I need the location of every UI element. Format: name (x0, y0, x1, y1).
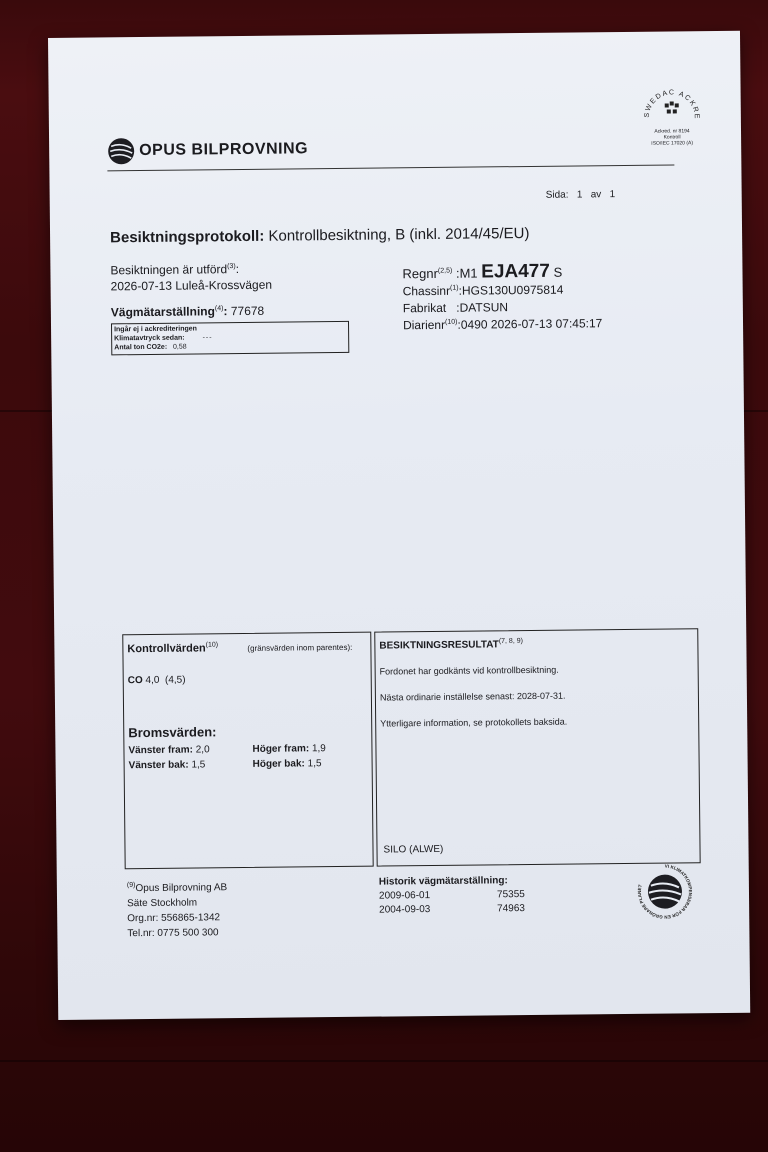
regnr-suffix: S (553, 264, 563, 280)
inspection-protocol-document (48, 31, 750, 1020)
climate-logo-text: VI KLIMATKOMPENSERAR FÖR EN GRÖNARE PLANET (636, 863, 693, 920)
page-of: av (590, 189, 602, 201)
chassi-label: Chassinr (402, 283, 451, 299)
page-label: Sida: (545, 189, 569, 201)
page-indicator (546, 189, 616, 201)
history-date-1: 2009-06-01 (378, 890, 431, 902)
page-current: 1 (576, 189, 583, 201)
inspector-signature: SILO (ALWE) (383, 843, 444, 856)
diary-label: Diarienr (402, 317, 446, 333)
header-divider (107, 164, 674, 171)
history-date-2: 2004-09-03 (379, 904, 431, 916)
odometer-label: Vägmätarställning (110, 304, 215, 320)
regnr-value: EJA477 (481, 260, 551, 283)
page-total: 1 (609, 189, 616, 201)
climate-line2-value: --- (202, 334, 213, 342)
history-value-1: 75355 (496, 889, 525, 901)
swedac-detail-1: Ackred. nr 8194 (654, 128, 690, 135)
left-front-brake: Vänster fram: 2,0 (128, 744, 210, 757)
climate-line1: Ingår ej i ackrediteringen (114, 325, 197, 334)
diary-row: Diarienr$^{(10)}$:0490 2026-07-13 07:45:17 (402, 316, 603, 333)
climate-line2-label: Klimatavtryck sedan: (114, 334, 185, 343)
make-value: :DATSUN (456, 300, 509, 315)
footer-orgnr: Org.nr: 556865-1342 (127, 912, 221, 925)
brakes-heading: Bromsvärden: (128, 724, 217, 741)
regnr-label: Regnr (402, 265, 438, 282)
inspection-result-panel (374, 628, 700, 866)
climate-line3-label: Antal ton CO2e: (114, 343, 168, 352)
climate-compensation-logo (637, 863, 694, 920)
odometer: Vägmätarställning$^{(4)}$: 77678 (110, 303, 265, 320)
limits-note: (gränsvärden inom parentes): (247, 642, 353, 653)
result-line2: Nästa ordinarie inställelse senast: 2028-07-31. (379, 690, 566, 703)
climate-line3-value: 0,58 (172, 343, 187, 351)
co-label: CO (127, 675, 143, 687)
right-front-brake: Höger fram: 1,9 (252, 743, 326, 755)
footer-seat: Säte Stockholm (127, 897, 198, 910)
swedac-ring-text: SWEDAC ACKREDITERING (643, 89, 700, 120)
document-title (110, 225, 529, 246)
footer-company: $^{(9)}$Opus Bilprovning AB (126, 881, 228, 895)
regnr-row: Regnr$^{(2,5)}$ :M1 EJA477 S (402, 260, 563, 283)
result-line3: Ytterligare information, se protokollets baksida. (380, 716, 568, 729)
make-row (403, 300, 508, 315)
title-bold: Besiktningsprotokoll: (110, 227, 265, 247)
result-heading: BESIKTNINGSRESULTAT$^{(7, 8, 9)}$ (379, 637, 523, 652)
climate-info-box (111, 321, 349, 355)
performed-value: 2026-07-13 Luleå-Krossvägen (110, 277, 273, 294)
title-rest: Kontrollbesiktning, B (inkl. 2014/45/EU) (268, 224, 530, 245)
right-rear-brake: Höger bak: 1,5 (252, 758, 322, 770)
opus-globe-icon (107, 137, 135, 165)
company-logo-text: OPUS BILPROVNING (139, 140, 309, 160)
footer-tel: Tel.nr: 0775 500 300 (127, 927, 219, 940)
history-heading: Historik vägmätarställning: (378, 875, 508, 888)
control-values-heading: Kontrollvärden$^{(10)}$ (127, 641, 219, 656)
swedac-detail-2: Kontroll (663, 134, 681, 141)
chassi-row: Chassinr$^{(1)}$:HGS130U0975814 (402, 282, 564, 299)
co-value: 4,0 (145, 674, 160, 687)
left-rear-brake: Vänster bak: 1,5 (128, 759, 206, 772)
co-row (128, 675, 186, 687)
odometer-value: 77678 (230, 303, 265, 319)
make-label: Fabrikat (402, 300, 447, 316)
swedac-crown-icon (641, 83, 703, 124)
history-value-2: 74963 (497, 903, 526, 915)
control-values-panel (122, 632, 373, 870)
swedac-detail-3: ISO/IEC 17020 (A) (651, 140, 694, 147)
regnr-class: :M1 (455, 265, 478, 281)
diary-value: :0490 2026-07-13 07:45:17 (457, 316, 603, 332)
swedac-accreditation-seal (641, 83, 704, 146)
chassi-value: :HGS130U0975814 (458, 282, 564, 298)
performed-label: Besiktningen är utförd$^{(3)}$: (110, 262, 240, 278)
co-limit: (4,5) (164, 674, 186, 686)
result-line1: Fordonet har godkänts vid kontrollbesiktning. (379, 664, 559, 677)
